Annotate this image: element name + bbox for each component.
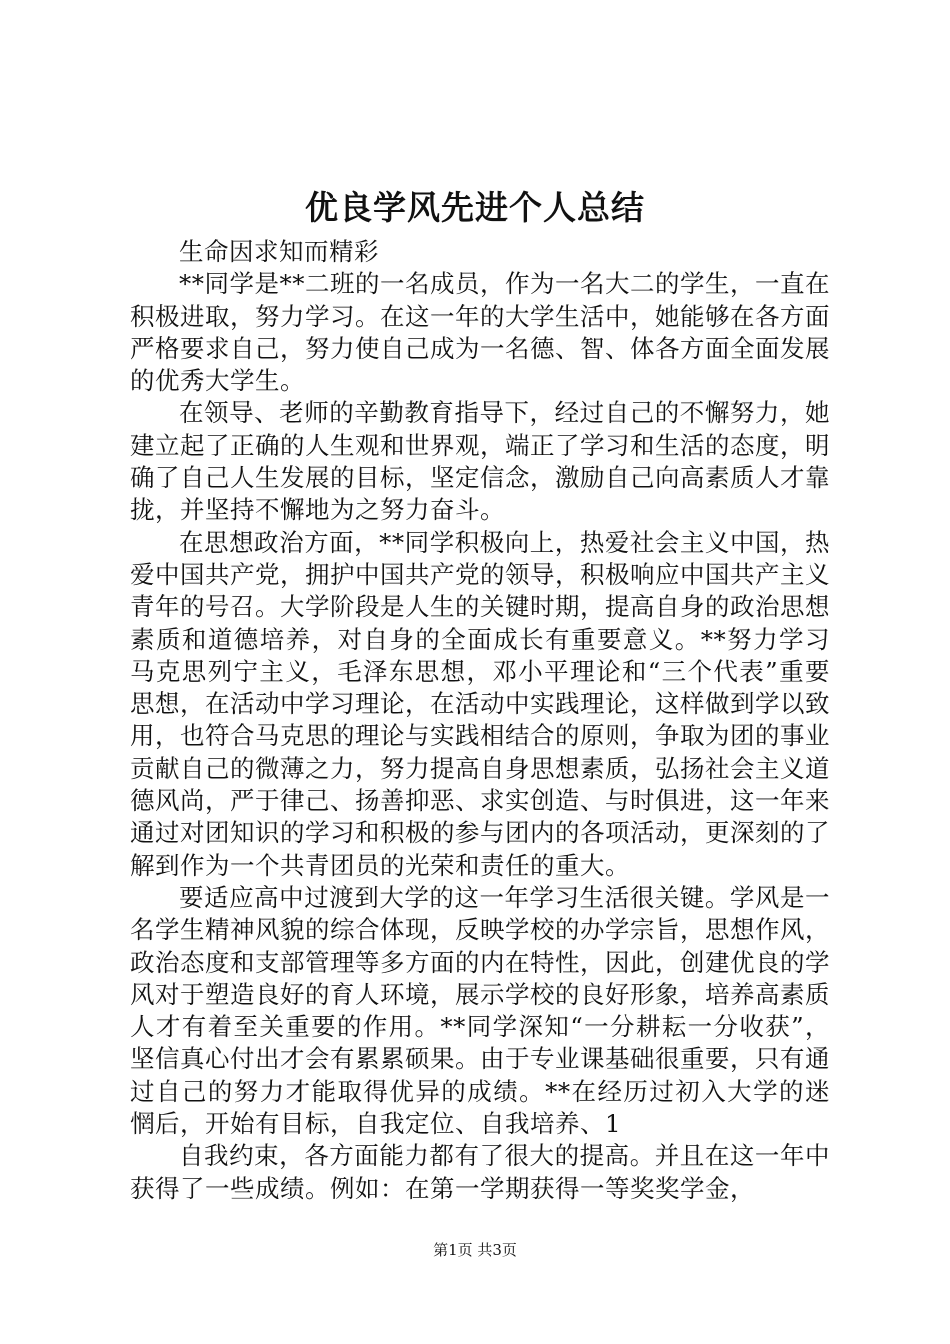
paragraph-political: 在思想政治方面，**同学积极向上，热爱社会主义中国，热爱中国共产党，拥护中国共产党的领导，积极响应中国共产主义青年的号召。大学阶段是人生的关键时期，提高自身的政治思想素质和道德培养，对自身的全面成长有重要意义。**努力学习马克思列宁主义，毛泽东思想，邓小平理论和“三个代表”重要思想，在活动中学习理论，在活动中实践理论，这样做到学以致用，也符合马克思的理论与实践相结合的原则，争取为团的事业贡献自己的微薄之力，努力提高自身思想素质，弘扬社会主义道德风尚，严于律己、扬善抑恶、求实创造、与时俱进，这一年来通过对团知识的学习和积极的参与团内的各项活动，更深刻的了解到作为一个共青团员的光荣和责任的重大。 <box>130 527 830 880</box>
document-body <box>130 236 830 1205</box>
paragraph-achievements: 自我约束，各方面能力都有了很大的提高。并且在这一年中获得了一些成绩。例如：在第一学期获得一等奖奖学金， <box>130 1141 830 1203</box>
page-footer: 第1页 共3页 <box>433 1241 517 1259</box>
document-title: 优良学风先进个人总结 <box>305 188 645 227</box>
paragraph-study-style: 要适应高中过渡到大学的这一年学习生活很关键。学风是一名学生精神风貌的综合体现，反映学校的办学宗旨，思想作风，政治态度和支部管理等多方面的内在特性，因此，创建优良的学风对于塑造良好的育人环境，展示学校的良好形象，培养高素质人才有着至关重要的作用。**同学深知“一分耕耘一分收获”，坚信真心付出才会有累累硕果。由于专业课基础很重要，只有通过自己的努力才能取得优异的成绩。**在经历过初入大学的迷惘后，开始有目标，自我定位、自我培养、1 <box>130 882 830 1139</box>
paragraph-intro: **同学是**二班的一名成员，作为一名大二的学生，一直在积极进取，努力学习。在这一年的大学生活中，她能够在各方面严格要求自己，努力使自己成为一名德、智、体各方面全面发展的优秀大学生。 <box>130 269 830 396</box>
paragraph-subtitle: 生命因求知而精彩 <box>179 237 379 266</box>
paragraph-guidance: 在领导、老师的辛勤教育指导下，经过自己的不懈努力，她建立起了正确的人生观和世界观，端正了学习和生活的态度，明确了自己人生发展的目标，坚定信念，激励自己向高素质人才靠拢，并坚持不懈地为之努力奋斗。 <box>130 398 830 525</box>
